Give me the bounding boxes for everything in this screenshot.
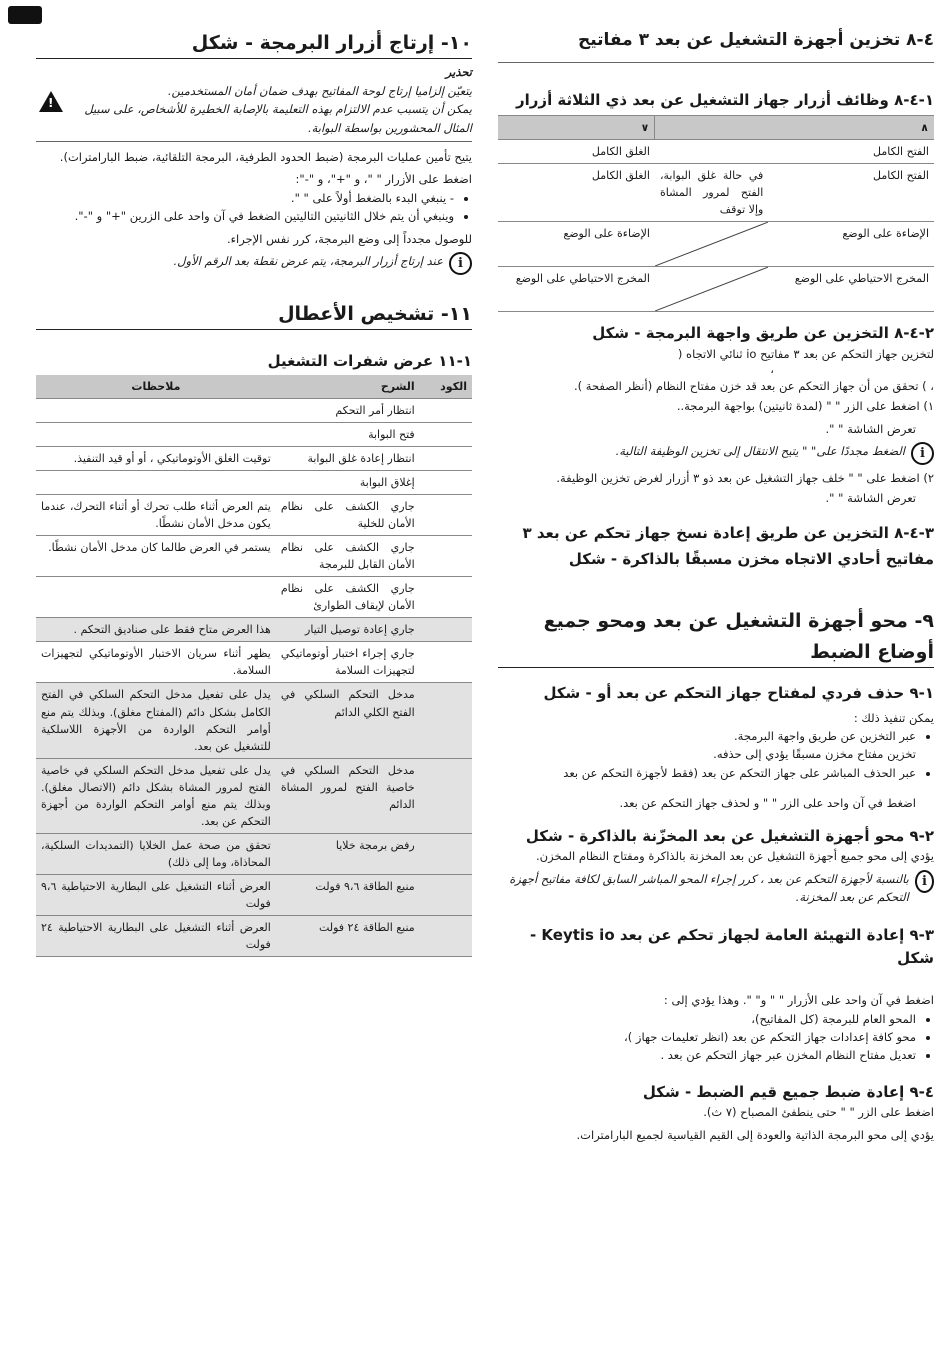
table-cell-code — [420, 422, 472, 446]
heading-11-1: ١-١١ عرض شفرات التشغيل — [267, 352, 472, 371]
warning-title: تحذير — [445, 65, 472, 80]
table-cell-desc: جاري الكشف على نظام الأمان القابل للبرمجة — [276, 536, 420, 577]
table-row — [36, 470, 472, 494]
stop-header — [655, 116, 768, 140]
step-1-result: تعرض الشاشة " ". — [825, 421, 916, 436]
heading-9-1: ١-٩ حذف فردي لمفتاح جهاز التحكم عن بعد أو - شكل — [543, 684, 934, 703]
table-cell-code — [420, 577, 472, 618]
table-cell-code — [420, 758, 472, 833]
table-cell-note: هذا العرض متاح فقط على صناديق التحكم . — [36, 618, 276, 642]
table-cell-note: يدل على تفعيل مدخل التحكم السلكي في خاصية الفتح لمرور المشاة بشكل دائم (الاتصال مغلق). وبذلك يتم منع أوامر التحكم الواردة من أجهزة التحكم عن بعد. — [36, 758, 276, 833]
table-cell-code — [420, 446, 472, 470]
heading-11: ١١- تشخيص الأعطال — [278, 302, 472, 325]
column-header: الكود — [420, 375, 472, 399]
info-note — [498, 870, 934, 907]
heading-4-8-3: ٣-٤-٨ التخزين عن طريق إعادة نسخ جهاز تحكم عن بعد ٣ مفاتيح أحادي الاتجاه مخزن مسبقًا بالذاكرة - شكل — [522, 523, 934, 569]
list-item: • وينبغي أن يتم خلال الثانيتين التاليتين الضغط في آن واحد على الزرين "+" و "-". — [36, 207, 454, 225]
info-note — [498, 442, 934, 465]
table-cell-desc: مدخل التحكم السلكي في خاصية الفتح لمرور المشاة الدائم — [276, 758, 420, 833]
table-row — [498, 164, 934, 222]
table-header-row — [498, 116, 934, 140]
table-cell-note — [36, 398, 276, 422]
table-cell-note: يتم العرض أثناء طلب تحرك أو أثناء التحرك، عندما يكون مدخل الأمان نشطًا. — [36, 495, 276, 536]
paragraph: يؤدي إلى محو جميع أجهزة التشغيل عن بعد المخزنة بالذاكرة ومفتاح النظام المخزن. — [536, 849, 934, 864]
table-cell-code — [420, 916, 472, 957]
table-cell-desc: انتظار أمر التحكم — [276, 398, 420, 422]
heading-4-8-2: ٢-٤-٨ التخزين عن طريق واجهة البرمجة - شكل — [592, 324, 934, 343]
bullet-list — [36, 189, 472, 226]
table-cell-code — [420, 642, 472, 683]
info-icon: i — [911, 442, 934, 465]
table-cell-note: العرض أثناء التشغيل على البطارية الاحتياطية ٢٤ فولت — [36, 916, 276, 957]
paragraph: ، — [770, 362, 774, 377]
list-item: • - ينبغي البدء بالضغط أولاً على " ". — [36, 189, 454, 207]
table-row — [36, 446, 472, 470]
info-icon: i — [915, 870, 934, 893]
warning-triangle-icon: ! — [39, 91, 63, 112]
up-arrow-icon: ∧ — [768, 116, 934, 140]
table-cell-code — [420, 874, 472, 915]
diagonal-line — [655, 222, 768, 266]
warning-text: يتعيّن إلزاميا إرتاج لوحة المفاتيح بهدف ضمان أمان المستخدمين. — [167, 83, 472, 98]
left-column — [36, 28, 472, 957]
table-cell-desc: مدخل التحكم السلكي في الفتح الكلي الدائم — [276, 683, 420, 758]
table-cell-desc: جاري إعادة توصيل التيار — [276, 618, 420, 642]
heading-4-8: ٤-٨ تخزين أجهزة التشغيل عن بعد ٣ مفاتيح — [577, 30, 934, 50]
divider — [36, 58, 472, 59]
diagonal-line — [655, 267, 768, 311]
table-cell-note — [36, 470, 276, 494]
table-row — [36, 398, 472, 422]
bullet-list — [498, 1010, 934, 1065]
table-cell-code — [420, 618, 472, 642]
table-cell-desc: جاري الكشف على نظام الأمان لإيقاف الطوارئ — [276, 577, 420, 618]
table-row — [36, 618, 472, 642]
table-cell: الغلق الكامل — [498, 140, 655, 164]
info-icon: i — [449, 252, 472, 275]
divider — [498, 62, 934, 63]
table-cell-note: يدل على تفعيل مدخل التحكم السلكي في الفتح الكامل بشكل دائم (المفتاح مغلق). وبذلك يتم منع أوامر التحكم الواردة من الأجهزة اللاسلكية للتشغيل عن بعد. — [36, 683, 276, 758]
warning-text: يمكن أن يتسبب عدم الالتزام بهذه التعليمة بالإصابة الخطيرة للأشخاص، على سبيل المثال المحشورين بواسطة البوابة. — [84, 102, 472, 135]
table-cell-note: تحقق من صحة عمل الخلايا (التمديدات السلكية، المحاذاة، وما إلى ذلك) — [36, 833, 276, 874]
list-item: اضغط في آن واحد على الزر " " و لحذف جهاز التحكم عن بعد. — [619, 796, 916, 811]
paragraph: اضغط على الزر " " حتى ينطفئ المصباح (٧ ث). — [703, 1105, 934, 1120]
paragraph: اضغط على الأزرار " "، و "+"، و "-": — [295, 172, 472, 187]
table-cell-desc: رفض برمجة خلايا — [276, 833, 420, 874]
table-cell: في حالة غلق البوابة، الفتح لمرور المشاة وإلا توقف — [655, 164, 768, 222]
table-cell-code — [420, 398, 472, 422]
paragraph: يتيح تأمين عمليات البرمجة (ضبط الحدود الطرفية، البرمجة التلقائية، ضبط البارامترات). — [59, 149, 472, 164]
table-row — [36, 758, 472, 833]
list-item: • المحو العام للبرمجة (كل المفاتيح)، — [498, 1010, 916, 1028]
divider — [498, 667, 934, 668]
table-row — [36, 577, 472, 618]
table-row — [498, 140, 934, 164]
table-cell-code — [420, 470, 472, 494]
table-cell-note: يستمر في العرض طالما كان مدخل الأمان نشطًا. — [36, 536, 276, 577]
table-cell-desc: جاري إجراء اختبار أوتوماتيكي لتجهيزات السلامة — [276, 642, 420, 683]
paragraph: لتخزين جهاز التحكم عن بعد ٣ مفاتيح io ثنائي الاتجاه ( — [677, 346, 934, 361]
table-cell-diagonal — [655, 267, 768, 312]
table-cell-note: يظهر أثناء سريان الاختبار الأوتوماتيكي لتجهيزات السلامة. — [36, 642, 276, 683]
table-cell-code — [420, 495, 472, 536]
info-note — [36, 252, 472, 275]
button-functions-table — [498, 115, 934, 312]
table-cell: المخرج الاحتياطي على الوضع — [498, 267, 655, 312]
table-cell-code — [420, 683, 472, 758]
table-row — [36, 536, 472, 577]
table-cell: الغلق الكامل — [498, 164, 655, 222]
table-cell-code — [420, 833, 472, 874]
table-cell-desc: إغلاق البوابة — [276, 470, 420, 494]
note-text: بالنسبة لأجهزة التحكم عن بعد ، كرر إجراء المحو المباشر السابق لكافة مفاتيح أجهزة التحكم عن بعد المخزنة. — [509, 871, 909, 904]
table-cell-note — [36, 422, 276, 446]
table-cell: الفتح الكامل — [768, 164, 934, 222]
list-item: • عبر الحذف المباشر على جهاز التحكم عن بعد (فقط لأجهزة التحكم عن بعد — [498, 764, 916, 782]
right-column — [498, 28, 934, 1144]
column-header: ملاحظات — [36, 375, 276, 399]
table-row — [498, 222, 934, 267]
table-cell — [655, 140, 768, 164]
table-header-row — [36, 375, 472, 399]
list-item: • عبر التخزين عن طريق واجهة البرمجة. — [498, 727, 916, 745]
step-2-result: تعرض الشاشة " ". — [825, 491, 916, 506]
table-cell-desc: منبع الطاقة ٩،٦ فولت — [276, 874, 420, 915]
table-row — [36, 495, 472, 536]
table-cell-desc: فتح البوابة — [276, 422, 420, 446]
paragraph: ، ) تحقق من أن جهاز التحكم عن بعد قد خزن مفتاح النظام (أنظر الصفحة ). — [574, 378, 934, 393]
table-cell: المخرج الاحتياطي على الوضع — [768, 267, 934, 312]
step-1: ١) اضغط على الزر " " (لمدة ثانيتين) بواجهة البرمجة.. — [676, 399, 934, 414]
table-row — [36, 874, 472, 915]
table-cell-note: العرض أثناء التشغيل على البطارية الاحتياطية ٩،٦ فولت — [36, 874, 276, 915]
down-arrow-icon: ∨ — [498, 116, 655, 140]
heading-9: ٩- محو أجهزة التشغيل عن بعد ومحو جميع أوضاع الضبط — [543, 610, 934, 663]
paragraph: يمكن تنفيذ ذلك : — [853, 710, 934, 725]
heading-9-4: ٤-٩ إعادة ضبط جميع قيم الضبط - شكل — [642, 1082, 934, 1101]
table-cell-note — [36, 577, 276, 618]
note-text: الضغط مجددًا على" " يتيح الانتقال إلى تخزين الوظيفة التالية. — [615, 444, 905, 459]
operating-codes-table — [36, 375, 472, 957]
table-cell: الإضاءة على الوضع — [498, 222, 655, 267]
table-row — [36, 683, 472, 758]
note-text: عند إرتاج أزرار البرمجة، يتم عرض نقطة بعد الرقم الأول. — [173, 253, 443, 268]
heading-9-2: ٢-٩ محو أجهزة التشغيل عن بعد المخزّنة بالذاكرة - شكل — [525, 826, 934, 845]
bullet-list — [498, 727, 934, 813]
table-cell: الإضاءة على الوضع — [768, 222, 934, 267]
heading-10: ١٠- إرتاج أزرار البرمجة - شكل — [191, 32, 472, 54]
table-cell-note: توقيت الغلق الأوتوماتيكي ، أو أو قيد التنفيذ. — [36, 446, 276, 470]
paragraph: يؤدي إلى محو البرمجة الذاتية والعودة إلى القيم القياسية لجميع البارامترات. — [576, 1127, 934, 1142]
table-cell-diagonal — [655, 222, 768, 267]
divider — [36, 141, 472, 142]
table-cell: الفتح الكامل — [768, 140, 934, 164]
table-row — [36, 833, 472, 874]
table-cell-code — [420, 536, 472, 577]
list-item: • تعديل مفتاح النظام المخزن عبر جهاز التحكم عن بعد . — [498, 1046, 916, 1064]
table-cell-desc: انتظار إعادة غلق البوابة — [276, 446, 420, 470]
paragraph: اضغط في آن واحد على الأزرار " " و" ". وهذا يؤدي إلى : — [663, 993, 934, 1008]
column-header: الشرح — [276, 375, 420, 399]
table-row — [36, 642, 472, 683]
table-row — [36, 422, 472, 446]
list-item: • محو كافة إعدادات جهاز التحكم عن بعد (انظر تعليمات جهاز )، — [498, 1028, 916, 1046]
table-cell-desc: جاري الكشف على نظام الأمان للخلية — [276, 495, 420, 536]
table-cell-desc: منبع الطاقة ٢٤ فولت — [276, 916, 420, 957]
warning-block — [36, 63, 472, 137]
table-row — [36, 916, 472, 957]
heading-4-8-1: ١-٤-٨ وظائف أزرار جهاز التشغيل عن بعد ذي الثلاثة أزرار — [516, 90, 934, 109]
step-2: ٢) اضغط على " " خلف جهاز التشغيل عن بعد ذو ٣ أزرار لغرض تخزين الوظيفة. — [556, 471, 934, 486]
page-tab-marker — [8, 6, 42, 24]
divider — [36, 329, 472, 330]
paragraph: للوصول مجدداً إلى وضع البرمجة، كرر نفس الإجراء. — [226, 231, 472, 246]
table-row — [498, 267, 934, 312]
list-item: تخزين مفتاح مخزن مسبقًا يؤدي إلى حذفه. — [713, 747, 916, 762]
heading-9-3: ٣-٩ إعادة التهيئة العامة لجهاز تحكم عن بعد Keytis io - شكل — [529, 926, 934, 967]
